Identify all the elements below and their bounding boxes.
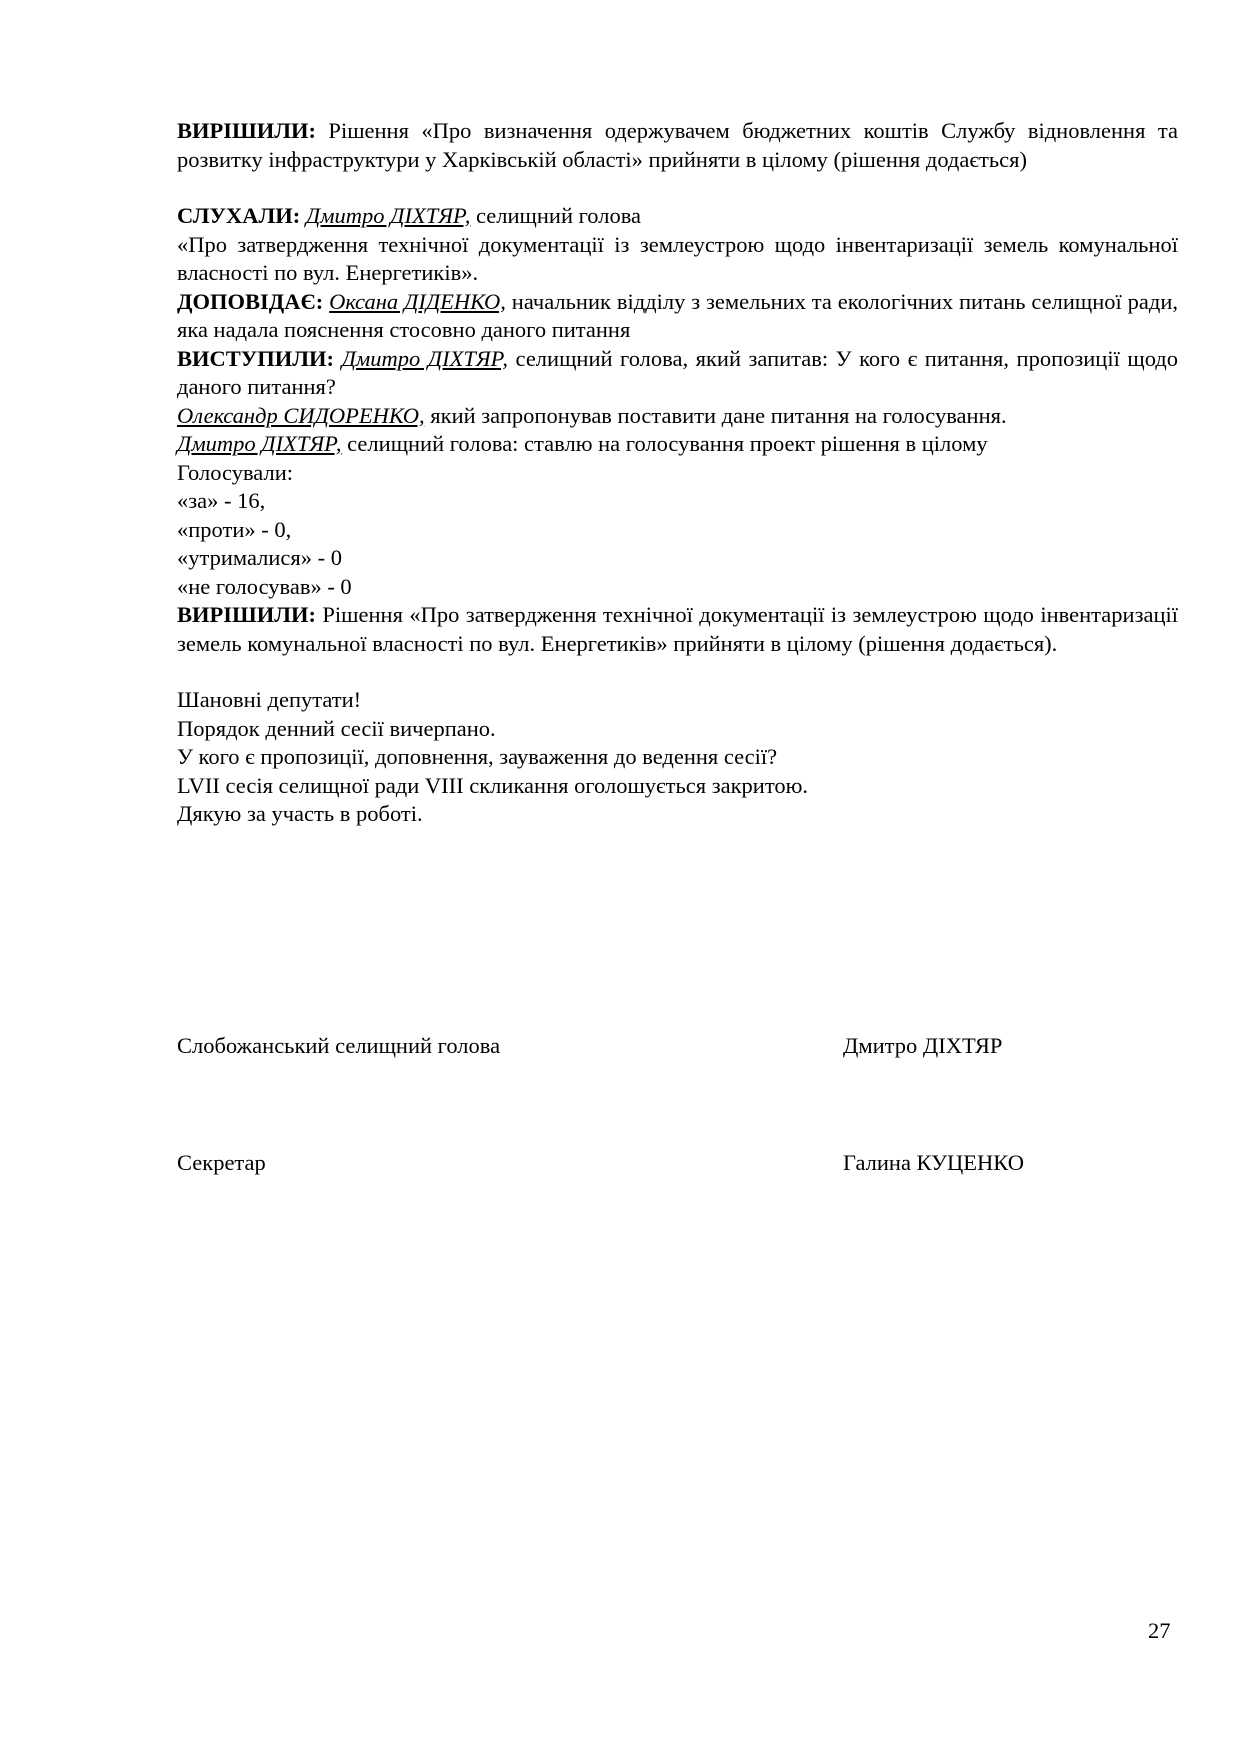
reports-paragraph (177, 288, 1178, 345)
speaker-name: Дмитро ДІХТЯР, (305, 203, 471, 228)
spacer (177, 658, 1178, 686)
spoke3-name: Дмитро ДІХТЯР, (177, 431, 342, 456)
spoke-line-2 (177, 402, 1178, 431)
closing-line: LVII сесія селищної ради VIII скликання оголошується закритою. (177, 772, 809, 798)
head-title: Слобожанський селищний голова (177, 1033, 501, 1058)
heard-line (177, 202, 1178, 231)
decision-paragraph-1 (177, 117, 1178, 174)
votes-for: «за» - 16, (177, 488, 266, 513)
spoke2-text: який запропонував поставити дане питання на голосування. (424, 402, 1007, 428)
spoke-text: селищний голова, який запитав: У кого є питання, пропозиції щодо даного питання? (177, 345, 1179, 399)
spoke3-text: селищний голова: ставлю на голосування проект рішення в цілому (341, 431, 988, 456)
spoke-paragraph (177, 345, 1178, 402)
decision-text: Рішення «Про визначення одержувачем бюджетних коштів Службу відновлення та розвитку інфраструктури у Харківській області» прийняти в цілому (рішення додається) (177, 118, 1178, 172)
closing-line: Порядок денний сесії вичерпано. (177, 715, 496, 741)
speaker-role: селищний голова (470, 203, 642, 228)
reports-text: начальник відділу з земельних та екологічних питань селищної ради, яка надала пояснення стосовно даного питання (177, 288, 1179, 342)
decision-label: ВИРІШИЛИ: (177, 118, 316, 143)
reports-label: ДОПОВІДАЄ: (177, 288, 324, 314)
spacer (177, 174, 1178, 202)
closing-line: Шановні депутати! (177, 687, 362, 712)
head-name: Дмитро ДІХТЯР (843, 1033, 1003, 1058)
closing-line: У кого є пропозиції, доповнення, зауваження до ведення сесії? (177, 744, 778, 769)
votes-abstained: «утрималися» - 0 (177, 545, 343, 570)
votes-against: «проти» - 0, (177, 516, 292, 542)
closing-line: Дякую за участь в роботі. (177, 801, 423, 826)
decision-text: Рішення «Про затвердження технічної документації із землеустрою щодо інвентаризації земель комунальної власності по вул. Енергетиків» прийняти в цілому (рішення додається). (177, 602, 1178, 656)
spoke2-name: Олександр СИДОРЕНКО, (177, 402, 425, 428)
heard-label: СЛУХАЛИ: (177, 203, 301, 228)
decision-label: ВИРІШИЛИ: (177, 602, 316, 627)
secretary-name: Галина КУЦЕНКО (843, 1150, 1024, 1175)
secretary-title: Секретар (177, 1150, 266, 1175)
votes-not-voted: «не голосував» - 0 (177, 573, 352, 599)
reporter-name: Оксана ДІДЕНКО, (329, 288, 506, 314)
agenda-topic: «Про затвердження технічної документації із землеустрою щодо інвентаризації земель комунальної власності по вул. Енергетиків». (177, 231, 1178, 285)
votes-title: Голосували: (177, 459, 293, 485)
protocol-body (177, 117, 1178, 829)
page-number: 27 (1148, 1618, 1171, 1643)
spoke-line-3 (177, 430, 1178, 459)
spoke-name: Дмитро ДІХТЯР, (341, 345, 509, 371)
spoke-label: ВИСТУПИЛИ: (177, 345, 335, 371)
decision-paragraph-2 (177, 601, 1178, 658)
